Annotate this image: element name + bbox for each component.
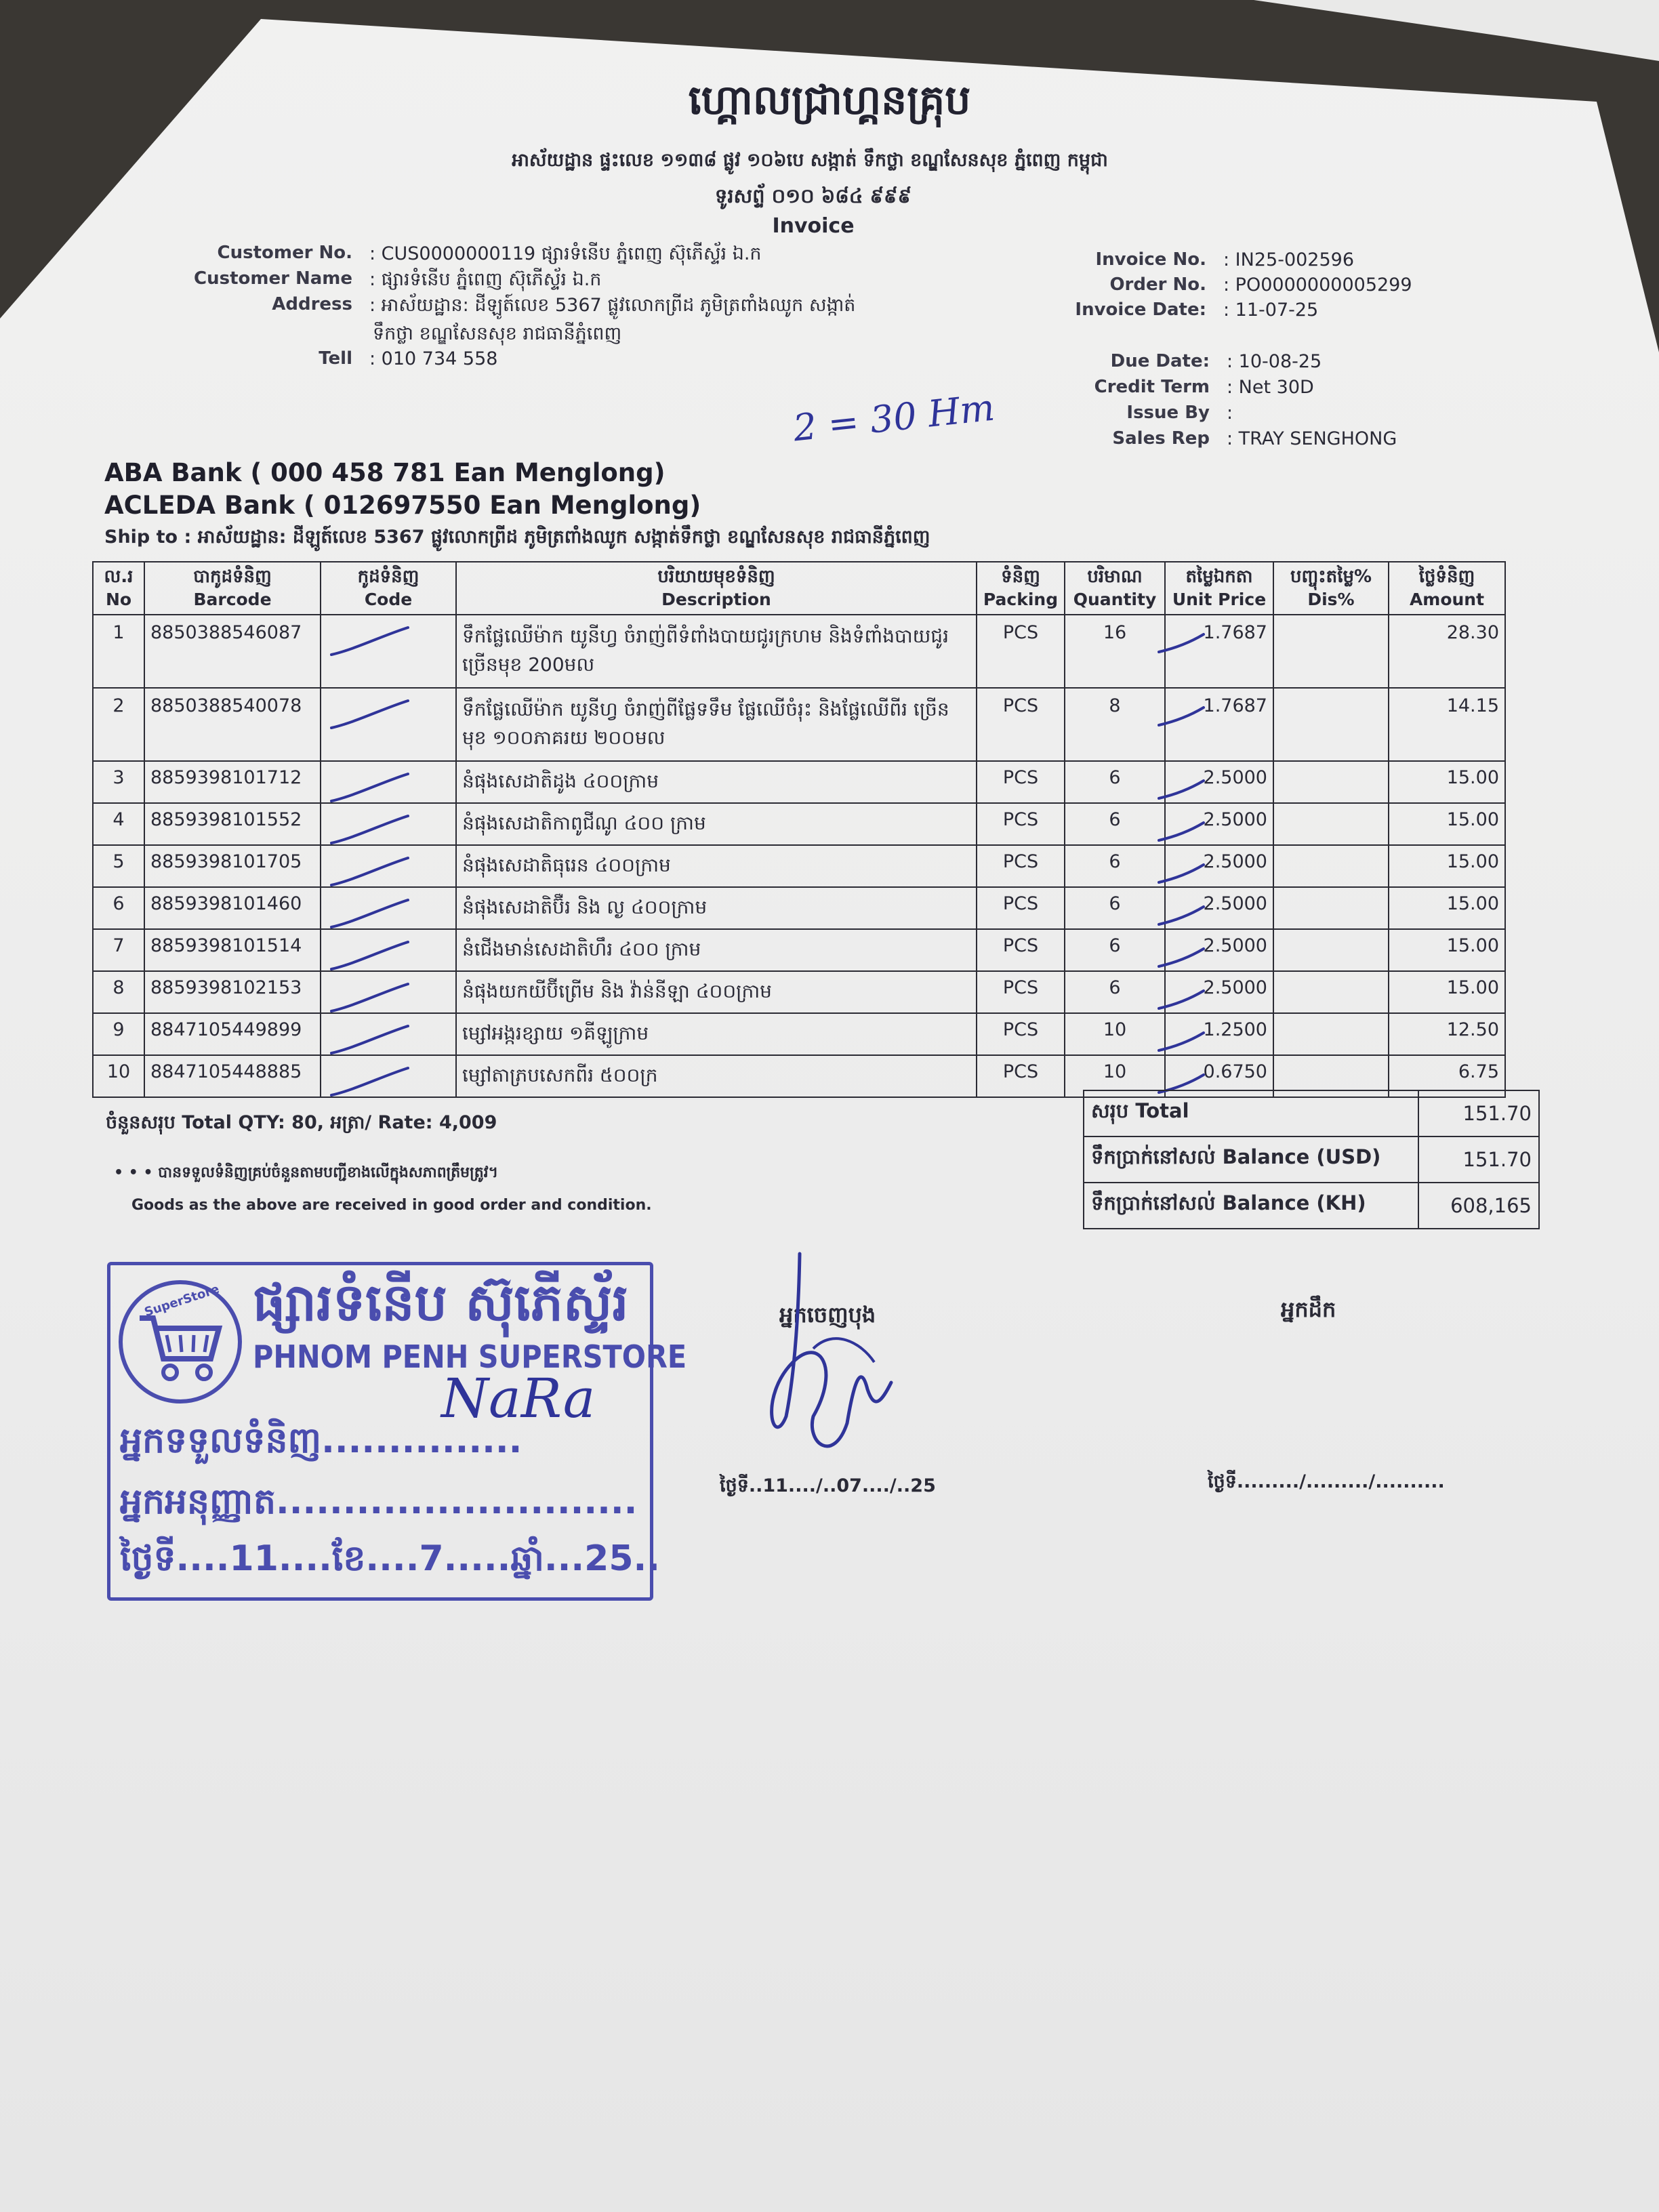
shopping-cart-icon — [136, 1311, 224, 1386]
stamp-date-line: ថ្ងៃទី....11....ខែ....7.....ឆ្នាំ...25.. — [120, 1538, 661, 1579]
item-description: នំជើងមាន់សេដាតិហឹរ ៤០០ ក្រាម — [456, 929, 977, 971]
item-unit-price: 1.2500 — [1165, 1013, 1273, 1055]
item-quantity: 6 — [1065, 761, 1165, 803]
customer-name-label: Customer Name — [194, 268, 352, 289]
item-barcode: 8859398101712 — [144, 761, 321, 803]
header-amount: ថ្លៃទំនិញ Amount — [1389, 562, 1505, 615]
table-row — [93, 803, 1505, 845]
header-no: ល.រ No — [93, 562, 144, 615]
item-quantity: 10 — [1065, 1013, 1165, 1055]
item-no: 4 — [93, 803, 144, 845]
item-discount — [1273, 887, 1389, 929]
item-code — [321, 688, 456, 761]
item-packing: PCS — [977, 615, 1065, 688]
company-phone: ទូរសព្ទ័ ០១០ ៦៨៤ ៩៩៩ — [714, 184, 912, 207]
item-barcode: 8847105449899 — [144, 1013, 321, 1055]
table-row — [93, 971, 1505, 1013]
item-barcode: 8850388546087 — [144, 615, 321, 688]
item-no: 9 — [93, 1013, 144, 1055]
logo-text: SuperStore — [142, 1282, 222, 1320]
item-no: 10 — [93, 1055, 144, 1097]
item-discount — [1273, 845, 1389, 887]
item-discount — [1273, 1013, 1389, 1055]
table-row — [93, 929, 1505, 971]
item-code — [321, 887, 456, 929]
item-quantity: 6 — [1065, 887, 1165, 929]
item-amount: 15.00 — [1389, 761, 1505, 803]
address-label: Address — [272, 294, 352, 314]
header-barcode: បាកូដទំនិញ Barcode — [144, 562, 321, 615]
item-barcode: 8859398101514 — [144, 929, 321, 971]
item-quantity: 6 — [1065, 845, 1165, 887]
address-line-2: ទឹកថ្លា ខណ្ឌសែនសុខ រាជធានីភ្នំពេញ — [373, 323, 622, 344]
stamp-approver-line: អ្នកអនុញ្ញាត........................... — [120, 1481, 638, 1522]
item-description: ទឹកផ្លែឈើម៉ាក យូនីហ្វ ចំរាញ់ពីផ្លែទទឹម ផ្លែឈើចំរុះ និងផ្លែឈើពីរ ច្រើនមុខ ១០០ភាគរយ ២០០មល — [456, 688, 977, 761]
item-barcode: 8850388540078 — [144, 688, 321, 761]
item-description: នំផុងយកយីប៊ីព្រើម និង វ៉ាន់នីឡា ៤០០ក្រាម — [456, 971, 977, 1013]
item-amount: 15.00 — [1389, 971, 1505, 1013]
item-unit-price: 2.5000 — [1165, 803, 1273, 845]
item-no: 8 — [93, 971, 144, 1013]
header-packing: ទំនិញ Packing — [977, 562, 1065, 615]
item-discount — [1273, 971, 1389, 1013]
table-row — [93, 615, 1505, 688]
document-title: Invoice — [772, 214, 855, 238]
item-code — [321, 1013, 456, 1055]
balance-khr-label: ទឹកប្រាក់នៅសល់ Balance (KH) — [1084, 1183, 1418, 1229]
background-paper — [1254, 0, 1659, 61]
table-row — [93, 1013, 1505, 1055]
balance-khr-value: 608,165 — [1418, 1183, 1539, 1229]
credit-term-label: Credit Term — [1094, 377, 1210, 397]
stamp-receiver-line: អ្នកទទួលទំនិញ............... — [120, 1420, 523, 1461]
issue-by-label: Issue By — [1126, 403, 1210, 423]
price-tick-icon — [1156, 698, 1244, 739]
order-no-label: Order No. — [1109, 274, 1206, 295]
item-amount: 15.00 — [1389, 845, 1505, 887]
item-packing: PCS — [977, 688, 1065, 761]
item-packing: PCS — [977, 1055, 1065, 1097]
balance-khr-row — [1084, 1183, 1539, 1229]
item-quantity: 6 — [1065, 929, 1165, 971]
balance-usd-label: ទឹកប្រាក់នៅសល់ Balance (USD) — [1084, 1136, 1418, 1183]
item-quantity: 8 — [1065, 688, 1165, 761]
seller-signature-label: អ្នកចេញបុង — [779, 1302, 876, 1328]
table-header-row — [93, 562, 1505, 615]
item-unit-price: 2.5000 — [1165, 761, 1273, 803]
aba-bank-account: ABA Bank ( 000 458 781 Ean Menglong) — [104, 458, 665, 487]
table-row — [93, 887, 1505, 929]
due-date-label: Due Date: — [1110, 351, 1210, 371]
item-barcode: 8847105448885 — [144, 1055, 321, 1097]
checkmark-icon — [328, 1063, 416, 1103]
item-amount: 12.50 — [1389, 1013, 1505, 1055]
table-row — [93, 845, 1505, 887]
item-quantity: 10 — [1065, 1055, 1165, 1097]
invoice-date-label: Invoice Date: — [1075, 300, 1206, 320]
item-no: 2 — [93, 688, 144, 761]
acleda-bank-account: ACLEDA Bank ( 012697550 Ean Menglong) — [104, 491, 701, 520]
item-description: ទឹកផ្លែឈើម៉ាក យូនីហ្វ ចំរាញ់ពីទំពាំងបាយជូរក្រហម និងទំពាំងបាយជូរ ច្រើនមុខ 200មល — [456, 615, 977, 688]
issue-by-value: : — [1227, 403, 1233, 424]
item-description: ម្សៅអង្ករខ្សាយ ១គីឡូក្រាម — [456, 1013, 977, 1055]
invoice-no-label: Invoice No. — [1095, 249, 1206, 270]
item-no: 7 — [93, 929, 144, 971]
item-unit-price: 0.6750 — [1165, 1055, 1273, 1097]
item-discount — [1273, 688, 1389, 761]
table-row — [93, 761, 1505, 803]
stamp-store-name-khmer: ផ្សារទំនើប ស៊ុភើស្ទ័រ — [253, 1272, 629, 1332]
item-amount: 15.00 — [1389, 803, 1505, 845]
item-quantity: 16 — [1065, 615, 1165, 688]
header-quantity: បរិមាណ Quantity — [1065, 562, 1165, 615]
item-description: នំផុងសេដាតិដូង ៤០០ក្រាម — [456, 761, 977, 803]
customer-no-label: Customer No. — [217, 243, 352, 263]
item-barcode: 8859398102153 — [144, 971, 321, 1013]
item-packing: PCS — [977, 1013, 1065, 1055]
header-code: កូដទំនិញ Code — [321, 562, 456, 615]
item-description: នំផុងសេដាតិធុរេន ៤០០ក្រាម — [456, 845, 977, 887]
header-unit-price: តម្លៃឯកតា Unit Price — [1165, 562, 1273, 615]
item-unit-price: 1.7687 — [1165, 615, 1273, 688]
company-name: ហ្គោលជ្រាហ្គនគ្រុប — [688, 77, 971, 124]
company-address: អាស័យដ្ឋាន ផ្ទះលេខ ១១៣៨ ផ្លូវ ១០៦បេ សង្កាត់ ទឹកថ្លា ខណ្ឌសែនសុខ ភ្នំពេញ កម្ពុជា — [512, 150, 1108, 171]
invoice-no-value: : IN25-002596 — [1223, 249, 1355, 270]
item-description: នំផុងសេដាតិប៊ឺរ និង ល្ង ៤០០ក្រាម — [456, 887, 977, 929]
superstore-logo — [119, 1280, 242, 1404]
item-description: នំផុងសេដាតិកាពូជីណូ ៤០០ ក្រាម — [456, 803, 977, 845]
stamp-store-name-english: PHNOM PENH SUPERSTORE — [253, 1338, 687, 1375]
item-discount — [1273, 761, 1389, 803]
item-unit-price: 2.5000 — [1165, 887, 1273, 929]
deliverer-signature-label: អ្នកដឹក — [1281, 1296, 1336, 1322]
item-amount: 14.15 — [1389, 688, 1505, 761]
tel-label: Tell — [319, 348, 352, 369]
table-row — [93, 688, 1505, 761]
handwritten-note: 2 = 30 Hm — [791, 386, 997, 450]
checkmark-icon — [328, 695, 416, 736]
item-amount: 28.30 — [1389, 615, 1505, 688]
total-value: 151.70 — [1418, 1090, 1539, 1136]
received-note-english: Goods as the above are received in good order and condition. — [131, 1197, 652, 1214]
item-description: ម្សៅតាភ្របសេកពីរ ៥០០ក្រ — [456, 1055, 977, 1097]
tel-value: : 010 734 558 — [369, 348, 498, 369]
order-no-value: : PO0000000005299 — [1223, 274, 1412, 295]
item-no: 5 — [93, 845, 144, 887]
total-qty-rate: ចំនួនសរុប Total QTY: 80, អត្រា/ Rate: 4,009 — [106, 1112, 497, 1133]
sales-rep-label: Sales Rep — [1112, 428, 1210, 449]
item-packing: PCS — [977, 971, 1065, 1013]
credit-term-value: : Net 30D — [1227, 377, 1314, 398]
item-packing: PCS — [977, 845, 1065, 887]
balance-usd-row — [1084, 1136, 1539, 1183]
item-code — [321, 761, 456, 803]
item-barcode: 8859398101460 — [144, 887, 321, 929]
totals-table — [1083, 1090, 1540, 1229]
received-note-khmer: • • • បានទទួលទំនិញគ្រប់ចំនួនតាមបញ្ជីខាងលើក្នុងសភាពត្រឹមត្រូវ។ — [114, 1164, 499, 1181]
invoice-date-value: : 11-07-25 — [1223, 300, 1319, 321]
item-discount — [1273, 803, 1389, 845]
address-line-1: : អាស័យដ្ឋាន: ដីឡូត៍លេខ 5367 ផ្លូវលោកព្រីដ ភូមិត្រពាំងឈូក សង្កាត់ — [369, 295, 856, 316]
item-code — [321, 1055, 456, 1097]
item-no: 6 — [93, 887, 144, 929]
item-packing: PCS — [977, 929, 1065, 971]
item-barcode: 8859398101552 — [144, 803, 321, 845]
item-code — [321, 615, 456, 688]
total-row — [1084, 1090, 1539, 1136]
seller-signature-date: ថ្ងៃទី..11..../..07..../..25 — [720, 1475, 936, 1496]
total-label: សរុប Total — [1084, 1090, 1418, 1136]
item-unit-price: 2.5000 — [1165, 929, 1273, 971]
item-packing: PCS — [977, 887, 1065, 929]
item-code — [321, 929, 456, 971]
receiver-handwritten-name: NaRa — [441, 1367, 596, 1430]
seller-signature — [745, 1247, 908, 1491]
item-code — [321, 971, 456, 1013]
item-packing: PCS — [977, 761, 1065, 803]
item-code — [321, 845, 456, 887]
item-no: 1 — [93, 615, 144, 688]
item-amount: 15.00 — [1389, 929, 1505, 971]
item-amount: 6.75 — [1389, 1055, 1505, 1097]
checkmark-icon — [328, 622, 416, 663]
ship-to: Ship to : អាស័យដ្ឋាន: ដីឡូត៍លេខ 5367 ផ្លូវលោកព្រីដ ភូមិត្រពាំងឈូក សង្កាត់ទឹកថ្លា ខណ្ឌសែនសុខ រាជធានីភ្នំពេញ — [104, 527, 930, 548]
item-discount — [1273, 615, 1389, 688]
customer-name-value: : ផ្សារទំនើប ភ្នំពេញ ស៊ុភើស្ទ័រ ឯ.ក — [369, 269, 602, 290]
item-amount: 15.00 — [1389, 887, 1505, 929]
item-unit-price: 1.7687 — [1165, 688, 1273, 761]
due-date-value: : 10-08-25 — [1227, 351, 1322, 372]
items-table — [92, 561, 1506, 1098]
balance-usd-value: 151.70 — [1418, 1136, 1539, 1183]
item-no: 3 — [93, 761, 144, 803]
header-description: បរិយាយមុខទំនិញ Description — [456, 562, 977, 615]
item-unit-price: 2.5000 — [1165, 971, 1273, 1013]
item-packing: PCS — [977, 803, 1065, 845]
header-discount: បញ្ចុះតម្លៃ% Dis% — [1273, 562, 1389, 615]
deliverer-signature-date: ថ្ងៃទី........./........./.......... — [1208, 1471, 1445, 1492]
item-discount — [1273, 929, 1389, 971]
item-unit-price: 2.5000 — [1165, 845, 1273, 887]
price-tick-icon — [1156, 625, 1244, 665]
item-quantity: 6 — [1065, 803, 1165, 845]
item-barcode: 8859398101705 — [144, 845, 321, 887]
sales-rep-value: : TRAY SENGHONG — [1227, 428, 1397, 449]
item-code — [321, 803, 456, 845]
store-stamp — [107, 1262, 687, 1601]
customer-no-value: : CUS0000000119 ផ្សារទំនើប ភ្នំពេញ ស៊ុភើស្ទ័រ ឯ.ក — [369, 243, 762, 264]
item-quantity: 6 — [1065, 971, 1165, 1013]
